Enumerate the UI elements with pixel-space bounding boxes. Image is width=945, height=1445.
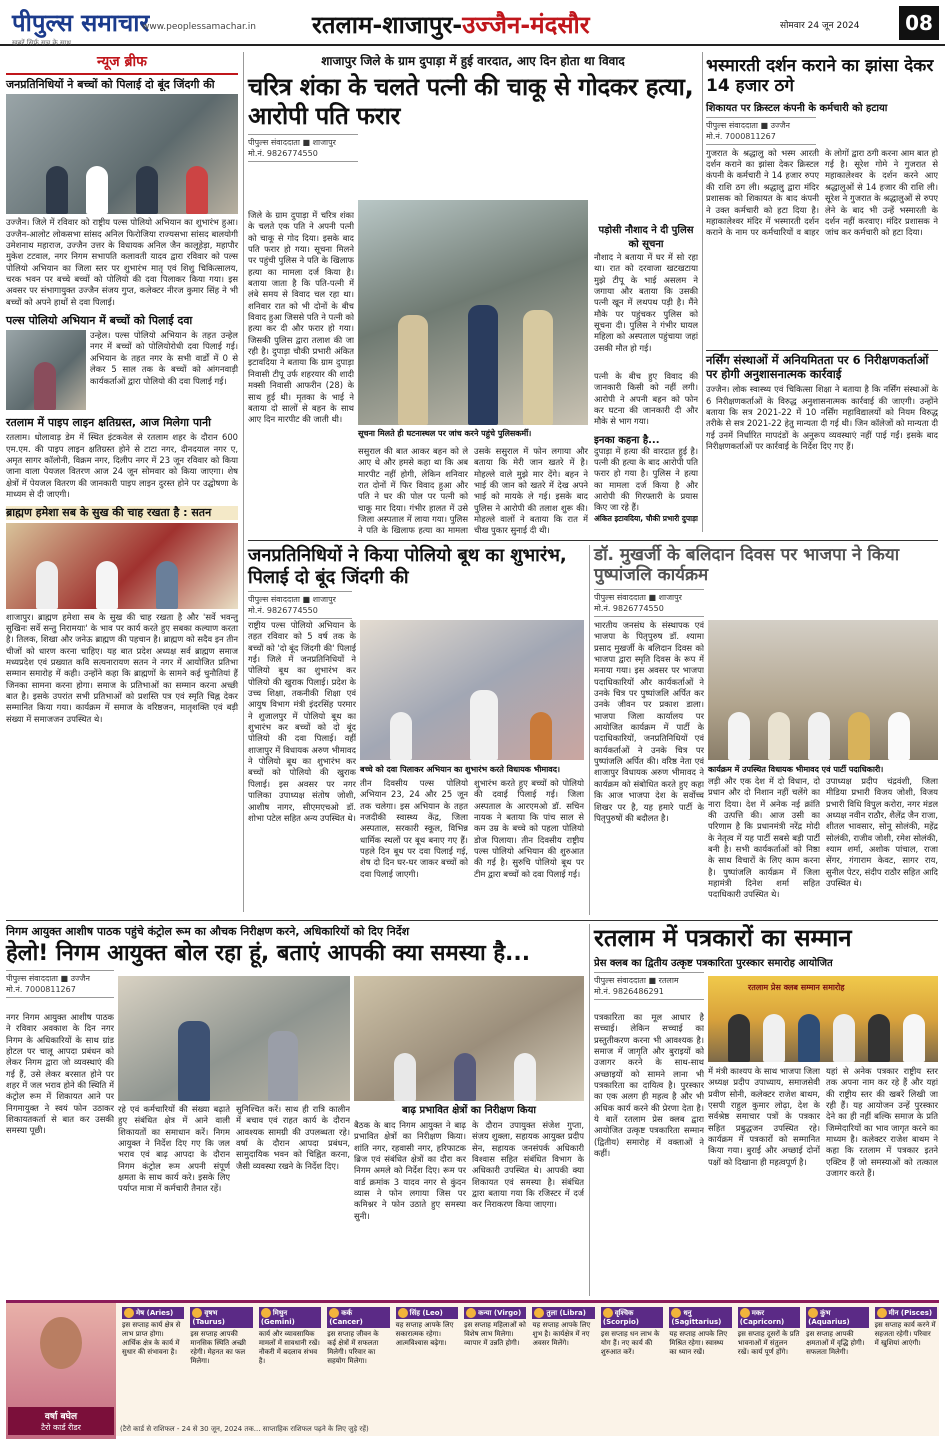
brief-headline-1[interactable]: जनप्रतिनिधियों ने बच्चों को पिलाई दो बूंद जिंदगी की: [6, 78, 215, 91]
bjp-tribute-photo: [708, 620, 938, 760]
zodiac-icon: [261, 1308, 271, 1318]
masthead: [0, 0, 945, 46]
control-room-photo: [118, 976, 350, 1101]
neighbour-sidebar-head[interactable]: पड़ोसी नौशाद ने दी पुलिस को सूचना: [598, 225, 694, 250]
tarot-reader-photo: [6, 1303, 116, 1439]
zodiac-icon: [808, 1308, 818, 1318]
zodiac-icon: [192, 1308, 202, 1318]
zodiac-sign[interactable]: कर्क (Cancer) इस सप्ताह जीवन के कई क्षेत्रों में सफलता मिलेगी। परिवार का सहयोग मिलेगा।: [325, 1305, 391, 1423]
zodiac-icon: [671, 1308, 681, 1318]
zodiac-sign[interactable]: मीन (Pisces) इस सप्ताह कार्य करने में सहजता रहेगी। परिवार में खुशियां आएंगी।: [874, 1309, 936, 1348]
zodiac-icon: [534, 1308, 544, 1318]
polio-headline[interactable]: जनप्रतिनिधियों ने किया पोलियो बूथ का शुभारंभ, पिलाई दो बूंद जिंदगी की: [248, 545, 567, 588]
brief-headline-4[interactable]: ब्राह्मण हमेशा सब के सुख की चाह रखता है : सतन: [6, 506, 238, 519]
unhel-polio-photo: [6, 330, 86, 410]
nigam-headline[interactable]: हेलो! निगम आयुक्त बोल रहा हूं, बताएं आपकी क्या समस्या है...: [6, 941, 531, 966]
zodiac-icon: [877, 1308, 887, 1318]
zodiac-icon: [398, 1308, 408, 1318]
polio-ujjain-photo: [6, 94, 238, 214]
brahmin-samaj-photo: [6, 523, 238, 609]
bjp-photo-caption: कार्यक्रम में उपस्थित विधायक भीमावद एवं पार्टी पदाधिकारी।: [708, 765, 884, 774]
zodiac-sign[interactable]: कन्या (Virgo) इस सप्ताह महिलाओं को विशेष लाभ मिलेगा। व्यापार में उन्नति होगी।: [464, 1309, 526, 1348]
zodiac-sign[interactable]: तुला (Libra) यह सप्ताह आपके लिए शुभ है। कार्यक्षेत्र में नए अवसर मिलेंगे।: [530, 1305, 596, 1423]
zodiac-icon: [603, 1308, 613, 1318]
murder-photo-caption: सूचना मिलते ही घटनास्थल पर जांच करने पहुंचे पुलिसकर्मी।: [358, 429, 532, 438]
zodiac-signs: [120, 1305, 939, 1423]
bhasmarti-story: [706, 56, 938, 536]
murder-byline: पीपुल्स संवाददाता ■ शाजापुर मो.नं. 9826774550: [248, 134, 358, 162]
zodiac-icon: [329, 1308, 339, 1318]
bhasmarti-subhead: शिकायत पर क्रिस्टल कंपनी के कर्मचारी को हटाया: [706, 102, 888, 114]
brief-headline-2[interactable]: पल्स पोलियो अभियान में बच्चों को पिलाई दवा: [6, 313, 193, 327]
nigam-body-3: सुनिश्चित करें। साथ ही रात्रि कालीन में बचाव एवं राहत कार्य के दौरान आवश्यक सामग्री की उपलब्धता रहे। वर्षा के दौरान आपदा प्रबंधन, सामुदायिक भवन को चिह्नित करना, जैसी व्यवस्था रखने के निर्देश दिए।: [236, 1104, 350, 1171]
press-byline: पीपुल्स संवाददाता ■ रतलाम मो.नं. 9826486291: [594, 972, 704, 1000]
nigam-body-4: बैठक के बाद निगम आयुक्त ने बाढ़ प्रभावित क्षेत्रों का निरीक्षण किया। शांति नगर, रहवासी नगर, हरिफाटक ब्रिज एवं संबंधित क्षेत्रों का दौरा कर निगम अमले को निर्देश दिए। रूम पर वार्ड क्रमांक 3 यादव नगर से कुंदन व्यास ने फोन लगाया जिस पर कमिश्नर ने फोन उठाते हुए समस्या सुनी।: [354, 1120, 466, 1221]
brief-body-1: उज्जैन। जिले में रविवार को राष्ट्रीय पल्स पोलियो अभियान का शुभारंभ हुआ। उज्जैन-आलोट लोकसभा सांसद अनिल फिरोजिया राज्यसभा सांसद बालयोगी उमेशनाथ महाराज, उज्जैन उत्तर के विधायक अनिल जैन कालूहेड़ा, महापौर मुकेश टटवाल, नगर निगम सभापति कलावती यादव द्वारा रविवार को पल्स पोलियो अभियान का जिला स्तर पर शुभारंभ मातृ एवं शिशु चिकित्सालय, चरक भवन पर बच्चे बच्चों को पोलियो की दवा पिलाकर किया गया। इस अवसर पर संभागायुक्त उज्जैन संजय गुप्त, कलेक्टर नीरज कुमार सिंह ने भी बच्चों को अपने हाथों से दवा पिलाई।: [6, 217, 238, 307]
zodiac-sign[interactable]: मकर (Capricorn) इस सप्ताह दूसरों के प्रति भावनाओं में संतुलन रखें। कार्य पूर्ण होंगे।: [737, 1309, 800, 1357]
polio-body-2: तीन दिवसीय पल्स पोलियो अभियान 23, 24 और 25 जून तक चलेगा। इस अभियान के तहत नजदीकी स्वास्थ्य केंद्र, जिला अस्पताल, सरकारी स्कूल, विभिन्न धार्मिक स्थलों पर बूथ बनाए गए हैं। पहले दिन बूथ पर दवा पिलाई गई, शेष दो दिन घर-घर जाकर बच्चों को दवा पिलाई जाएगी।: [360, 778, 468, 879]
horoscope-strip: [6, 1300, 939, 1436]
neighbour-sidebar-body-2: पत्नी के बीच हुए विवाद की जानकारी किसी को नहीं लगी। आरोपी ने अपनी बहन को फोन कर घटना की जानकारी दी और मौके से भाग गया।: [594, 371, 698, 427]
zodiac-sign[interactable]: धनु (Sagittarius) यह सप्ताह आपके लिए मिश्रित रहेगा। स्वास्थ्य का ध्यान रखें।: [667, 1305, 733, 1423]
bjp-byline: पीपुल्स संवाददाता ■ शाजापुर मो.नं. 9826774550: [594, 589, 704, 617]
horoscope-footer: (टैरो कार्ड से राशिफल - 24 से 30 जून, 2024 तक... साप्ताहिक राशिफल पढ़ने के लिए जुड़े रहें): [120, 1425, 369, 1433]
press-banner-text: रतलाम प्रेस क्लब सम्मान समारोह: [748, 983, 845, 992]
zodiac-icon: [740, 1308, 750, 1318]
press-subhead: प्रेस क्लब का द्वितीय उत्कृष्ट पत्रकारिता पुरस्कार समारोह आयोजित: [594, 957, 833, 969]
polio-body-3: शुभारंभ करते हुए बच्चों को पोलियो की दवाई पिलाई गई। जिला अस्पताल के आरएमओ डॉ. सचिन नायक ने बताया कि पांच साल से कम उम्र के बच्चे को पहला पोलियो डोज पिलाया। तीन दिवसीय राष्ट्रीय पल्स पोलियो अभियान की शुरुआत की गई है। सुरुचि पोलियो बूथ पर टीम द्वारा बच्चों को दवा पिलाई गई।: [474, 778, 584, 879]
bhasmarti-body: गुजरात के श्रद्धालु को भस्म आरती दर्शन कराने का झांसा देकर क्रिस्टल कंपनी के कर्मचारी ने 14 हजार रुपए की राशि ठग ली। श्रद्धालु द्वारा मंदिर प्रशासक को शिकायत के बाद कंपनी ने उक्त कर्मचारी को हटा दिया है। महाकालेश्वर मंदिर में भस्मारती दर्शन कराने के नाम पर कर्मचारियों व बाहर के लोगों द्वारा ठगी करना आम बात हो गई है। सूरेश गोमे ने गुजरात से महाकालेश्वर के दर्शन करने आए श्रद्धालुओं से 14 हजार की राशि ली। सूरेश ने गुजरात के श्रद्धालुओं से रुपए लेने के बाद भी उन्हें भस्मारती के दर्शन नहीं करवाए। मंदिर प्रशासक ने जांच कर कर्मचारी को हटा दिया।: [706, 147, 938, 238]
press-body-3: यहां से अनेक पत्रकार राष्ट्रीय स्तर तक अपना नाम कर रहे हैं और यहां की राष्ट्रीय स्तर की खबरें लिखी जा रही हैं। यह आयोजन उन्हें पुरस्कार देने का ही नहीं बल्कि समाज के प्रति जिम्मेदारियों का भाव जागृत करने का माध्यम है। कलेक्टर राजेश बाथम ने कहा कि रतलाम में पत्रकार इतने एक्टिव हैं जो समस्याओं को तत्काल उजागर करते हैं।: [826, 1066, 938, 1179]
edition-title: रतलाम-शाजापुर-उज्जैन-मंदसौर: [312, 11, 590, 39]
page-number: 08: [899, 6, 939, 40]
zodiac-sign[interactable]: वृषभ (Taurus) इस सप्ताह आपकी मानसिक स्थिति अच्छी रहेगी। मेहनत का फल मिलेगा।: [188, 1305, 254, 1423]
brief-body-2: उन्हेल। पल्स पोलियो अभियान के तहत उन्हेल नगर में बच्चों को पोलियोरोधी दवा पिलाई गई। अभियान के तहत नगर के सभी वार्डों में 0 से लेकर 5 साल तक के बच्चों को आंगनवाड़ी कार्यकर्ताओं द्वारा पोलियो की दवा पिलाई गई।: [90, 330, 238, 386]
zodiac-icon: [124, 1308, 134, 1318]
issue-date: सोमवार 24 जून 2024: [780, 21, 860, 31]
zodiac-sign[interactable]: मेष (Aries) इस सप्ताह कार्य क्षेत्र से लाभ प्राप्त होगा। आर्थिक क्षेत्र के कार्य में सुधार की संभावना है।: [120, 1305, 186, 1423]
polio-body-1: राष्ट्रीय पल्स पोलियो अभियान के तहत रविवार को 5 वर्ष तक के बच्चों को 'दो बूंद जिंदगी की' पिलाई गई। जिले में जनप्रतिनिधियों ने पोलियो बूथ का शुभारंभ कर पोलियो की खुराक पिलाई। प्रदेश के उच्च शिक्षा, तकनीकी शिक्षा एवं आयुष विभाग मंत्री इंदरसिंह परमार ने शुजालपुर में पोलियो बूथ का शुभारंभ कर बच्चों को दो बूंद पोलियो की दवा पिलाई। वहीं शाजापुर में विधायक अरुण भीमावद ने पोलियो बूथ का शुभारंभ कर बच्चों को पोलियो की खुराक पिलाई। इस अवसर पर नगर पालिका उपाध्यक्ष संतोष जोशी, आशीष नागर, सीएमएचओ डॉ. शोभा पटेल सहित अन्य उपस्थित थे।: [248, 620, 356, 823]
press-headline[interactable]: रतलाम में पत्रकारों का सम्मान: [594, 924, 852, 952]
flood-area-photo: [354, 976, 584, 1101]
neighbour-sidebar: [594, 222, 698, 540]
zodiac-icon: [466, 1308, 476, 1318]
bhasmarti-headline[interactable]: भस्मारती दर्शन कराने का झांसा देकर 14 हजार ठगे: [706, 56, 934, 97]
murder-body-col3: ससुराल की बात आकर बहन को ले आए थे और हमसे कहा था कि अब मारपीट नहीं होगी, लेकिन शनिवार रात दोनों में फिर विवाद हुआ और पति ने घर की पोल पर पत्नी को चाकू मार दिया। गंभीर हालत में उसे जिला अस्पताल में लाया गया। पुलिस ने पति के खिलाफ हत्या का मामला: [358, 446, 468, 536]
bjp-body-3: उपाध्यक्ष प्रदीप चंद्रवंशी, जिला मीडिया प्रभारी विजय जोशी, विजय प्रभारी विधि विपुल करोरा, नगर मंडल अध्यक्ष नवीन राठौर, शैलेंद्र जैन राजा, शीतल भावसार, सोनू सोलंकी, महेंद्र सोलंकी, राजीव जोशी, रमेश सोलंकी, श्याम शर्मा, अशोक पांचाल, राजा सेंगर, गंगाराम केवट, सागर राय, सुनील पेटर, संदीप राठौर सहित आदि उपस्थित थे।: [826, 776, 938, 889]
zodiac-sign[interactable]: मिथुन (Gemini) कार्य और व्यावसायिक मामलों में सावधानी रखें। नौकरी में बदलाव संभव है।: [258, 1309, 320, 1366]
polio-byline: पीपुल्स संवाददाता ■ शाजापुर मो.नं. 9826774550: [248, 591, 352, 619]
polio-booth-photo: [360, 620, 584, 760]
nigam-body-1: नगर निगम आयुक्त आशीष पाठक ने रविवार अवकाश के दिन नगर निगम के अधिकारियों के साथ ग्रांड होटल पर चालू आपदा प्रबंधन को लेकर निगम द्वारा जो व्यवस्थाएं की गई हैं, उसे लेकर बरसात होने पर शहर में जल भराव होने की स्थिति में कंट्रोल रूम में शिकायत आने पर निगमायुक्त ने स्वयं फोन उठाकर शिकायतकर्ता से बात कर उसकी समस्या पूछी।: [6, 1012, 114, 1136]
nigam-kicker: निगम आयुक्त आशीष पाठक पहुंचे कंट्रोल रूम का औचक निरीक्षण करने, अधिकारियों को दिए निर्देश: [6, 925, 410, 938]
brief-body-4: शाजापुर। ब्राह्मण हमेशा सब के सुख की चाह रखता है और 'सर्वे भवन्तु सुखिनः सर्वे सन्तु निरामयाः' के भाव पर कार्य करते हुए सबका कल्याण करता है। तिलक, शिखा और जनेऊ ब्राह्मण की पहचान है। ब्राह्मण को सदैव इन तीन चीजों को धारण करना चाहिए। यह बात प्रदेश अध्यक्ष सर्व ब्राह्मण समाज मध्यप्रदेश एवं प्रख्यात कवि सत्यनारायण सतन ने नगर में आयोजित प्रतिभा सम्मान समारोह में कही। उन्होंने कहा कि ब्राह्मणों के सामने कई चुनौतियां हैं जिनका सामना करना होगा। समाज के प्रतिभाओं का सम्मान करना अच्छी बात है। इसके उपरांत सभी प्रतिभाओं को प्रशस्ति पत्र एवं स्मृति चिह्न देकर सम्मानित किया गया। कार्यक्रम में समाज के वरिष्ठजन, मातृशक्ति एवं बड़ी संख्या में समाजजन उपस्थित थे।: [6, 611, 238, 724]
zodiac-sign[interactable]: सिंह (Leo) यह सप्ताह आपके लिए सकारात्मक रहेगा। आत्मविश्वास बढ़ेगा।: [394, 1305, 460, 1423]
website-url[interactable]: www.peoplessamachar.in: [142, 22, 256, 32]
nigam-byline: पीपुल्स संवाददाता ■ उज्जैन मो.नं. 7000811267: [6, 970, 114, 998]
nigam-body-2: रहे एवं कर्मचारियों की संख्या बढ़ाते हुए संबंधित क्षेत्र में आने वाली शिकायतों का समाधान करें। निगम आयुक्त ने निर्देश दिए गए कि जल भराव एवं बाढ़ आपदा के दौरान निगम कंट्रोल रूम अपनी संपूर्ण क्षमता के साथ कार्य करे। इसके लिए पर्याप्त मात्रा में कर्मचारी तैनात रहें।: [118, 1104, 230, 1194]
bjp-headline[interactable]: डॉ. मुखर्जी के बलिदान दिवस पर भाजपा ने किया पुष्पांजलि कार्यक्रम: [594, 545, 900, 586]
brief-headline-3[interactable]: रतलाम में पाइप लाइन क्षतिग्रस्त, आज मिलेगा पानी: [6, 416, 211, 430]
murder-headline[interactable]: चरित्र शंका के चलते पत्नी की चाकू से गोदकर हत्या, आरोपी पति फरार: [248, 73, 694, 130]
neighbour-sidebar-body: नौशाद ने बताया में घर में सो रहा था। रात को दरवाजा खटखटाया मुझे टीपू के भाई असलम ने जगाया और बताया कि उसकी पत्नी खून में लथपथ पड़ी है। मैंने मौके पर पहुंचकर पुलिस को सूचना दी। पुलिस ने गंभीर घायल महिला को अस्पताल पहुंचाया जहां उसकी मौत हो गई।: [594, 252, 698, 353]
brief-body-3: रतलाम। धोलावाड़ डेम में स्थित इंटकवेल से रतलाम शहर के दौरान 600 एम.एम. की पाइप लाइन क्षतिग्रस्त होने से टाटा नगर, दीनदयाल नगर ए, अमृत सागर कॉलोनी, विक्रम नगर, दिलीप नगर में 23 जून रविवार को किया जाना वाला पेयजल वितरण आज 24 जून सोमवार को किया जाएगा। शेष क्षेत्रों में पेयजल वितरण की जानकारी पाइप लाइन दुरस्त होने पर उद्घोषणा के माध्यम से दी जाएगी।: [6, 432, 238, 500]
quote-head: इनका कहना है...: [594, 434, 660, 446]
press-body-1: पत्रकारिता का मूल आधार है सच्चाई। लेकिन सच्चाई का प्रस्तुतीकरण करना भी आवश्यक है। समाज में जागृति और बुराइयों को उजागर करने के साथ-साथ अच्छाइयों को सामने लाना भी पत्रकारिता का दायित्व है। पुरस्कार का एक अलग ही महत्व है और भी अधिक कार्य करने की प्रेरणा देता है। ये बातें रतलाम प्रेस क्लब द्वारा आयोजित उत्कृष्ट पत्रकारिता सम्मान (द्वितीय) समारोह में वक्ताओं ने कहीं।: [594, 1012, 704, 1159]
tarot-reader-role: टैरो कार्ड रीडर: [41, 1423, 81, 1432]
quote-body: दुपाड़ा में हत्या की वारदात हुई है। पत्नी की हत्या के बाद आरोपी पति फरार हो गया है। पुलिस ने हत्या का मामला दर्ज किया है और आरोपी की गिरफ्तारी के प्रयास किए जा रहे हैं।: [594, 445, 698, 513]
press-body-2: में मंत्री काश्यप के साथ भाजपा जिला अध्यक्ष प्रदीप उपाध्याय, समाजसेवी प्रवीण सोनी, कलेक्टर राजेश बाथम, एसपी राहुल कुमार लोढ़ा, देश के सर्वश्रेष्ठ समाचार पत्रों के पत्रकार सहित प्रबुद्धजन उपस्थित रहे। कार्यक्रम में पत्रकारों को सम्मानित किया गया। बुराई और अच्छाई दोनों पक्षों को दिखाना ही महत्वपूर्ण है।: [708, 1066, 820, 1167]
zodiac-sign[interactable]: कुंभ (Aquarius) इस सप्ताह आपकी क्षमताओं में वृद्धि होगी। सफलता मिलेगी।: [804, 1305, 870, 1423]
press-award-photo: [708, 976, 938, 1062]
tarot-reader-name: वर्षा बघेल: [44, 1412, 78, 1422]
news-brief-tag: न्यूज ब्रीफ: [6, 52, 238, 75]
nursing-headline[interactable]: नर्सिंग संस्थाओं में अनियमितता पर 6 निरीक्षणकर्ताओं पर होगी अनुशासनात्मक कार्रवाई: [706, 350, 938, 382]
bjp-body-2: लड़ी और एक देश में दो विधान, दो प्रधान और दो निशान नहीं चलेंगे का नारा दिया। देश में अनेक नई क्रांति की उत्पत्ति की। आज उसी का परिणाम है कि प्रधानमंत्री नरेंद्र मोदी के नेतृत्व में यह पार्टी सबसे बड़ी पार्टी बनी है। सभी कार्यकर्ताओं को निष्ठा के साथ विचारों के लिए काम करना है। पुष्पांजलि कार्यक्रम में जिला महामंत्री दिनेश शर्मा सहित पदाधिकारी उपस्थित थे।: [708, 776, 820, 900]
quote-attribution: अंकित इटावदिया, चौकी प्रभारी दुपाड़ा: [594, 513, 698, 523]
news-brief-column: [6, 52, 238, 952]
zodiac-sign[interactable]: वृश्चिक (Scorpio) इस सप्ताह धन लाभ के योग हैं। नए कार्य की शुरुआत करें।: [599, 1305, 665, 1423]
murder-body-col1: जिले के ग्राम दुपाड़ा में चरित्र शंका के चलते एक पति ने अपनी पत्नी को चाकू से गोद दिया। इसके बाद पति फरार हो गया। सूचना मिलने पर पहुंची पुलिस ने पति के खिलाफ हत्या का मामला दर्ज किया है। बताया जाता है कि पति-पत्नी में लंबे समय से विवाद चल रहा था। शनिवार रात को भी दोनों के बीच विवाद हुआ जिससे पति ने पत्नी को हत्या कर दी और फरार हो गया। जिसकी पुलिस द्वारा तलाश की जा रही है। दुपाड़ा चौकी प्रभारी अंकित इटावदिया ने बताया कि ग्राम दुपाड़ा निवासी टीपू उर्फ शहरयार की शादी मक्सी निवासी आफरीन (28) के साथ हुई थी। मृतका के भाई ने बताया दो सालों से बहन के साथ आए दिन मारपीट की जाती थी।: [248, 210, 354, 425]
bhasmarti-byline: पीपुल्स संवाददाता ■ उज्जैन मो.नं. 7000811267: [706, 117, 816, 145]
nigam-body-5: के दौरान उपायुक्त संजेश गुप्ता, संजय शुक्ला, सहायक आयुक्त प्रदीप सेन, सहायक जनसंपर्क अधिकारी विश्वास सहित संबंधित विभाग के अधिकारी उपस्थित थे। आपकी क्या शिकायत एवं समस्या है। संबंधित द्वारा बताया गया कि रजिस्टर में दर्ज कर निराकरण किया जाएगा।: [472, 1120, 584, 1210]
flood-photo-caption: बाढ़ प्रभावित क्षेत्रों का निरीक्षण किया: [402, 1105, 536, 1116]
bjp-body: भारतीय जनसंघ के संस्थापक एवं भाजपा के पितृपुरुष डॉ. श्यामा प्रसाद मुखर्जी के बलिदान दिवस को भाजपा द्वारा स्मृति दिवस के रूप में मनाया गया। इस अवसर पर भाजपा पदाधिकारियों और कार्यकर्ताओं ने उनके चित्र पर पुष्पांजलि अर्पित कर उनके जीवन पर प्रकाश डाला। भाजपा जिला कार्यालय पर आयोजित कार्यक्रम में पार्टी के पदाधिकारियों, जनप्रतिनिधियों एवं कार्यकर्ताओं ने उनके चित्र पर पुष्पांजलि अर्पित की। वरिष्ठ नेता एवं शाजापुर विधायक अरुण भीमावद ने कार्यक्रम को संबोधित करते हुए कहा कि आज भाजपा देश के सर्वोच्च शिखर पर है, यह हमारे पार्टी के पितृपुरुषों की बदौलत है।: [594, 620, 704, 823]
polio-photo-caption: बच्चे को दवा पिलाकर अभियान का शुभारंभ करते विधायक भीमावद।: [360, 765, 561, 774]
nursing-body: उज्जैन। लोक स्वास्थ्य एवं चिकित्सा शिक्षा ने बताया है कि नर्सिंग संस्थाओं के 6 निरीक्षणकर्ताओं के विरुद्ध अनुशासनात्मक कार्रवाई की जाएगी। उन्होंने बताया कि सत्र 2021-22 में 10 नर्सिंग महाविद्यालयों को नियम विरुद्ध तरीके से सत्र 2021-22 हेतु मान्यता दी गई थी। जिन कॉलेजों को मान्यता दी गई उनमें निर्धारित मापदंडों के अनुरूप व्यवस्थाएं नहीं पाई गईं। इसके बाद निरीक्षणकर्ताओं पर कार्रवाई के निर्देश दिए गए हैं।: [706, 384, 938, 452]
newspaper-logo[interactable]: पीपुल्स समाचार खबरें सिर्फ सच के साथ: [12, 8, 150, 47]
murder-kicker: शाजापुर जिले के ग्राम दुपाड़ा में हुई वारदात, आए दिन होता था विवाद: [321, 54, 625, 68]
murder-body-col4: उसके ससुराल में फोन लगाया और बताया कि मेरी जान खतरे में है। मोहल्ले वाले मुझे मार देंगे। बहन ने भाई की जान को खतरे में देख अपने भाई को मायके ले गई। इसके बाद पुलिस ने आरोपी की तलाश शुरू की। मोहल्ले वालों ने बताया कि रात में चीख पुकार सुनाई दी थी।: [474, 446, 588, 536]
murder-scene-photo: [358, 200, 588, 425]
